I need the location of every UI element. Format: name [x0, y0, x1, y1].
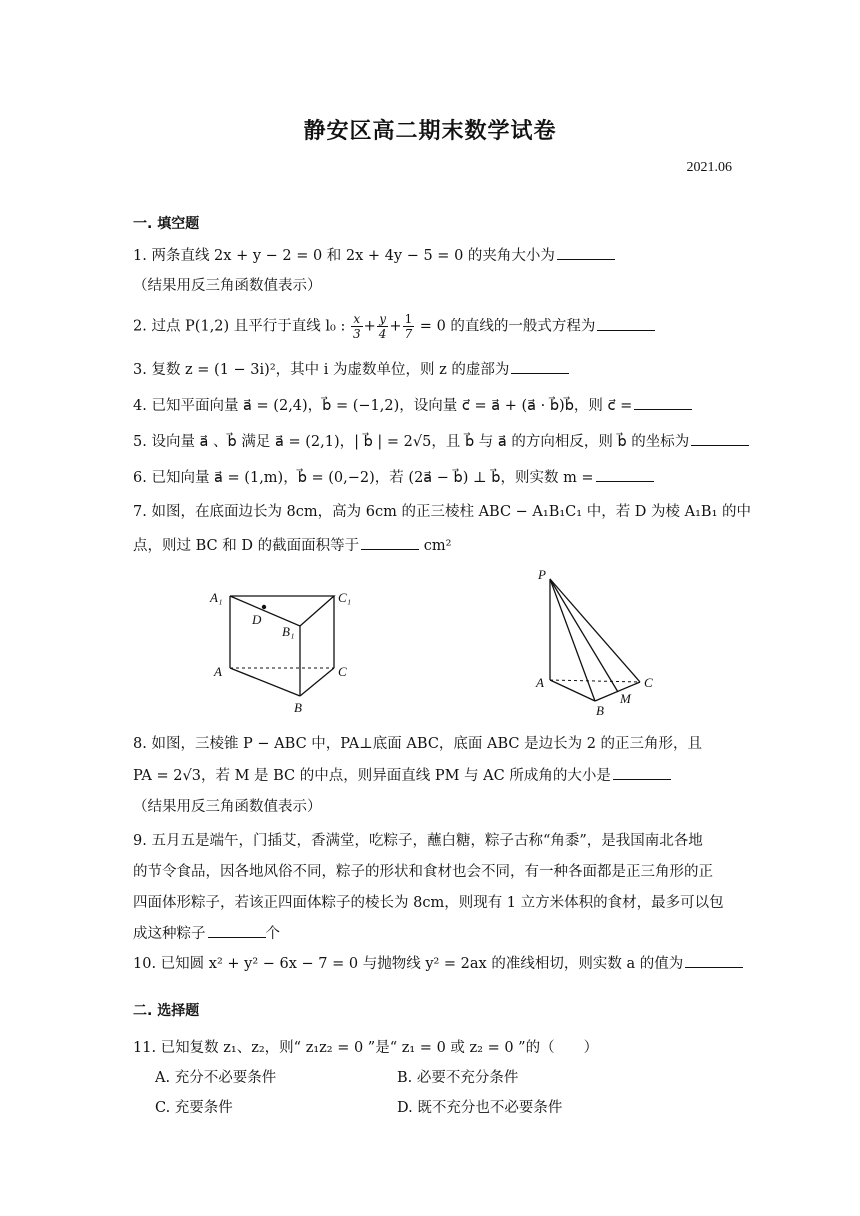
label-B: B: [294, 700, 302, 715]
label-B: B: [596, 703, 604, 718]
question-9-line-4: 成这种粽子 个: [133, 926, 280, 942]
label-C: C: [338, 664, 347, 679]
question-9-line-2: 的节令食品，因各地风俗不同，粽子的形状和食材也会不同，有一种各面都是正三角形的正: [133, 864, 713, 880]
answer-blank[interactable]: [613, 767, 671, 780]
label-D: D: [252, 612, 262, 627]
page-title: 静安区高二期末数学试卷: [303, 118, 557, 144]
question-9-line-3: 四面体形粽子，若该正四面体粽子的棱长为 8cm，则现有 1 立方米体积的食材，最多可以包: [133, 895, 724, 911]
label-A: A: [214, 664, 222, 679]
option-a[interactable]: A. 充分不必要条件: [155, 1070, 277, 1086]
question-10: 10. 已知圆 x² + y² − 6x − 7 = 0 与抛物线 y² = 2ax 的准线相切，则实数 a 的值为: [133, 952, 743, 973]
label-A1: A₁: [210, 590, 223, 605]
pyramid-figure: [530, 565, 670, 720]
section-choice: 二. 选择题: [133, 1003, 200, 1019]
option-c[interactable]: C. 充要条件: [155, 1100, 233, 1116]
label-C: C: [644, 675, 653, 690]
answer-blank[interactable]: [634, 397, 692, 410]
answer-blank[interactable]: [557, 247, 615, 260]
question-7-line-1: 7. 如图，在底面边长为 8cm，高为 6cm 的正三棱柱 ABC − A₁B₁C₁ 中，若 D 为棱 A₁B₁ 的中: [133, 504, 752, 520]
label-C1: C₁: [338, 590, 352, 605]
label-A: A: [536, 675, 544, 690]
answer-blank[interactable]: [208, 925, 266, 938]
question-1: 1. 两条直线 2x + y − 2 = 0 和 2x + 4y − 5 = 0 的夹角大小为: [133, 244, 615, 265]
option-d[interactable]: D. 既不充分也不必要条件: [397, 1100, 563, 1116]
label-B1: B₁: [282, 624, 295, 639]
answer-blank[interactable]: [511, 361, 569, 374]
answer-blank[interactable]: [596, 469, 654, 482]
answer-blank[interactable]: [685, 955, 743, 968]
answer-blank[interactable]: [597, 318, 655, 331]
answer-blank[interactable]: [691, 433, 749, 446]
prism-figure: [200, 580, 370, 715]
question-1-note: （结果用反三角函数值表示）: [133, 278, 322, 294]
question-5: 5. 设向量 a⃗ 、b⃗ 满足 a⃗ = (2,1)，| b⃗ | = 2√5，且 b⃗ 与 a⃗ 的方向相反，则 b⃗ 的坐标为: [133, 430, 749, 451]
question-8-line-2: PA = 2√3，若 M 是 BC 的中点，则异面直线 PM 与 AC 所成角的大小是: [133, 764, 671, 785]
label-P: P: [538, 567, 546, 582]
question-3: 3. 复数 z = (1 − 3i)²，其中 i 为虚数单位，则 z 的虚部为: [133, 358, 569, 379]
question-11: 11. 已知复数 z₁、z₂，则“ z₁z₂ = 0 ”是“ z₁ = 0 或 z₂ = 0 ”的（ ）: [133, 1040, 599, 1056]
question-8-note: （结果用反三角函数值表示）: [133, 799, 322, 815]
option-b[interactable]: B. 必要不充分条件: [397, 1070, 519, 1086]
section-fill-in: 一. 填空题: [133, 216, 200, 232]
question-6: 6. 已知向量 a⃗ = (1,m)，b⃗ = (0,−2)，若 (2a⃗ − b⃗) ⊥ b⃗，则实数 m =: [133, 466, 654, 487]
question-9-line-1: 9. 五月五是端午，门插艾，香满堂，吃粽子，蘸白糖，粽子古称“角黍”，是我国南北各地: [133, 833, 703, 849]
answer-blank[interactable]: [361, 537, 419, 550]
question-7-line-2: 点，则过 BC 和 D 的截面面积等于 cm²: [133, 538, 452, 554]
question-4: 4. 已知平面向量 a⃗ = (2,4)，b⃗ = (−1,2)，设向量 c⃗ = a⃗ + (a⃗ · b⃗)b⃗，则 c⃗ =: [133, 394, 692, 415]
exam-date: 2021.06: [686, 160, 732, 175]
question-2: 2. 过点 P(1,2) 且平行于直线 l₀ : $\frac{x}{3}$ + $\frac{y}{4}$ + $\frac{1}{7}$ = 0 的直线的一般式方程为: [133, 312, 655, 341]
label-M: M: [620, 691, 631, 706]
question-8-line-1: 8. 如图，三棱锥 P − ABC 中，PA⊥底面 ABC，底面 ABC 是边长为 2 的正三角形，且: [133, 736, 703, 752]
